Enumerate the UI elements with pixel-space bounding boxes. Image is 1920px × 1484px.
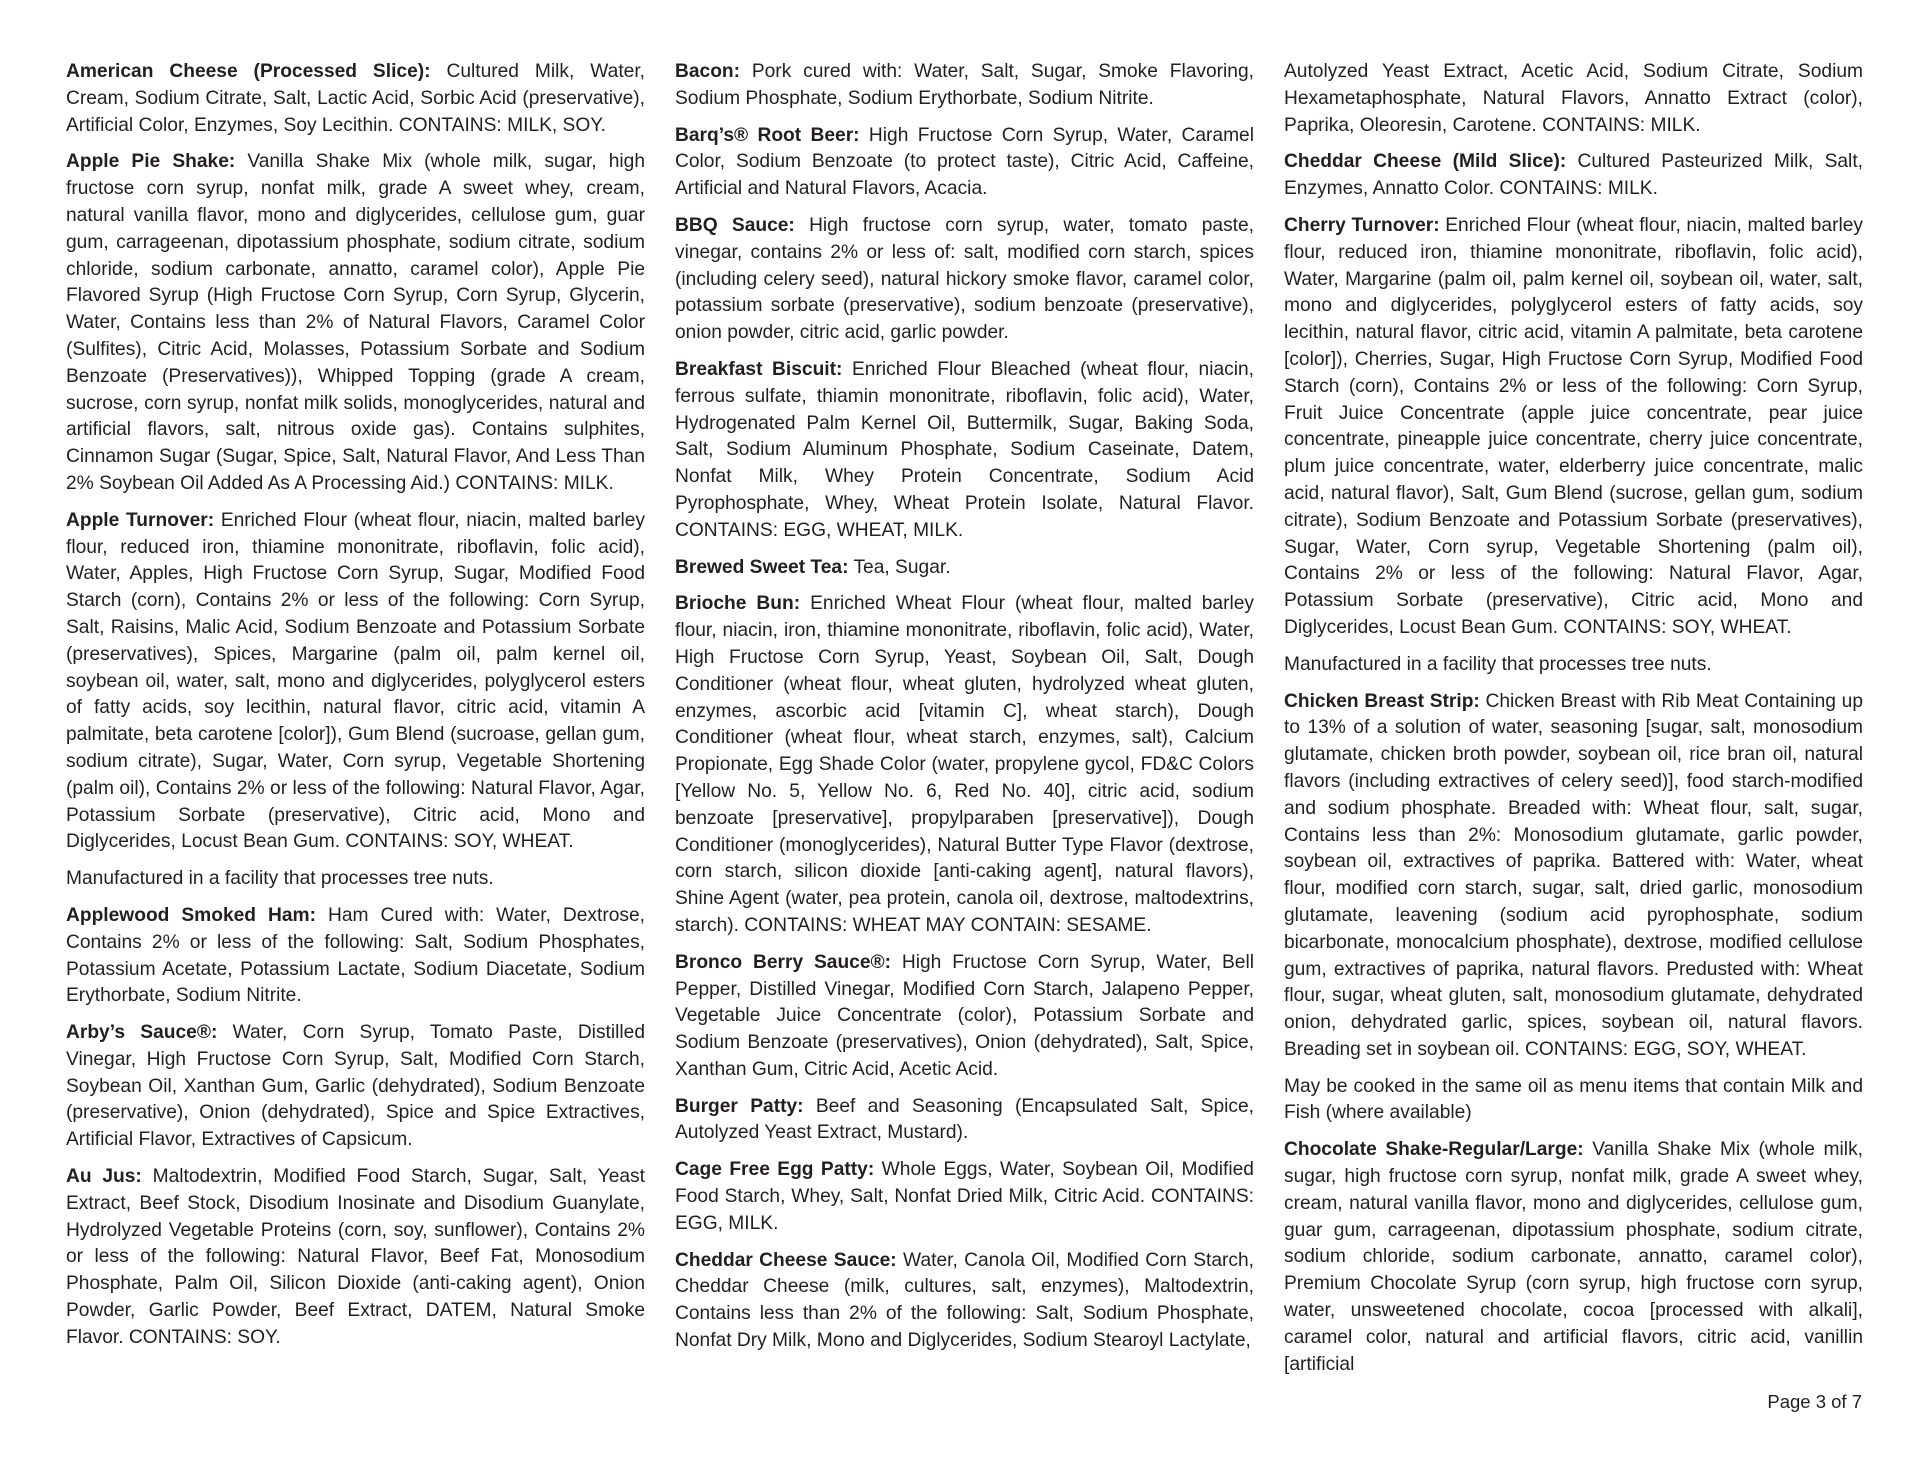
ingredient-text: Cultured Pasteurized Milk, Salt, Enzymes, Annatto Color. CONTAINS: MILK. (1284, 151, 1863, 200)
ingredient-entry (675, 59, 1254, 113)
ingredient-text: Enriched Wheat Flour (wheat flour, malted barley flour, niacin, iron, thiamine mononitrate, riboflavin, folic acid), Water, High Fructose Corn Syrup, Yeast, Soybean Oil, Salt, Dough Conditioner (wheat flour, wheat gluten, hydrolyzed wheat gluten, enzymes, ascorbic acid [vitamin C], wheat starch), Dough Conditioner (wheat flour, wheat starch, enzymes, salt), Calcium Propionate, Egg Shade Color (water, propylene gycol, FD&C Colors [Yellow No. 5, Yellow No. 6, Red No. 40], citric acid, sodium benzoate [preservative], propylparaben [preservative]), Dough Conditioner (monoglycerides), Natural Butter Type Flavor (dextrose, corn starch, silicon dioxide [anti-caking agent], natural flavors), Shine Agent (water, pea protein, canola oil, dextrose, maltodextrins, starch). CONTAINS: WHEAT MAY CONTAIN: SESAME. (675, 593, 1254, 936)
ingredient-name: Bronco Berry Sauce®: (675, 951, 892, 973)
ingredient-entry (675, 1094, 1254, 1148)
ingredient-name: Burger Patty: (675, 1095, 804, 1117)
ingredient-name: BBQ Sauce: (675, 214, 795, 236)
ingredient-name: Cheddar Cheese (Mild Slice): (1284, 151, 1567, 173)
ingredient-entry (675, 950, 1254, 1084)
ingredient-text: Enriched Flour Bleached (wheat flour, niacin, ferrous sulfate, thiamin mononitrate, riboflavin, folic acid), Water, Hydrogenated Palm Kernel Oil, Buttermilk, Sugar, Baking Soda, Salt, Sodium Aluminum Phosphate, Sodium Caseinate, Datem, Nonfat Milk, Whey Protein Concentrate, Sodium Acid Pyrophosphate, Whey, Wheat Protein Isolate, Natural Flavor. CONTAINS: EGG, WHEAT, MILK. (675, 358, 1254, 541)
ingredient-name: Cheddar Cheese Sauce: (675, 1249, 897, 1271)
column-middle (675, 59, 1254, 1389)
ingredient-entry (66, 59, 645, 139)
ingredient-entry (675, 123, 1254, 203)
page-number: Page 3 of 7 (1767, 1391, 1862, 1412)
ingredient-name: American Cheese (Processed Slice): (66, 61, 431, 82)
ingredient-text: Beef and Seasoning (Encapsulated Salt, Spice, Autolyzed Yeast Extract, Mustard). (675, 1095, 1254, 1144)
ingredient-entry (1284, 149, 1863, 203)
ingredient-text: Cultured Milk, Water, Cream, Sodium Citrate, Salt, Lactic Acid, Sorbic Acid (preservative), Artificial Color, Enzymes, Soy Lecithin. CONTAINS: MILK, SOY. (66, 61, 645, 136)
ingredient-name: Applewood Smoked Ham: (66, 904, 316, 926)
ingredient-entry (1284, 689, 1863, 1064)
ingredient-entry (675, 357, 1254, 545)
ingredient-text: Chicken Breast with Rib Meat Containing up to 13% of a solution of water, seasoning [sugar, salt, monosodium glutamate, chicken broth powder, soybean oil, rice bran oil, natural flavors (including extractives of celery seed)], food starch-modified and sodium phosphate. Breaded with: Wheat flour, salt, sugar, Contains less than 2%: Monosodium glutamate, garlic powder, soybean oil, extractives of paprika. Battered with: Water, wheat flour, modified corn starch, sugar, salt, dried garlic, monosodium glutamate, leavening (sodium acid pyrophosphate, sodium bicarbonate, monocalcium phosphate), dextrose, modified cellulose gum, extractives of paprika, natural flavors. Predusted with: Wheat flour, sugar, wheat gluten, salt, monosodium glutamate, dehydrated onion, dehydrated garlic, spices, soybean oil, natural flavors. Breading set in soybean oil. CONTAINS: EGG, SOY, WHEAT. (1284, 690, 1863, 1060)
ingredient-text: Manufactured in a facility that processes tree nuts. (66, 868, 494, 890)
ingredient-text: May be cooked in the same oil as menu items that contain Milk and Fish (where available) (1284, 1075, 1863, 1124)
column-right (1284, 59, 1863, 1389)
facility-note (66, 866, 645, 893)
ingredient-entry (1284, 213, 1863, 642)
ingredient-text: Water, Canola Oil, Modified Corn Starch, Cheddar Cheese (milk, cultures, salt, enzymes), Maltodextrin, Contains less than 2% of the following: Salt, Sodium Phosphate, Nonfat Dry Milk, Mono and Diglycerides, Sodium Stearoyl Lactylate, (675, 1249, 1254, 1352)
facility-note (1284, 652, 1863, 679)
ingredient-entry (675, 1157, 1254, 1237)
ingredient-name: Chicken Breast Strip: (1284, 690, 1480, 712)
ingredient-name: Apple Pie Shake: (66, 151, 236, 173)
ingredient-text: Enriched Flour (wheat flour, niacin, malted barley flour, reduced iron, thiamine mononitrate, riboflavin, folic acid), Water, Margarine (palm oil, palm kernel oil, soybean oil, water, salt, mono and diglycerides, polyglycerol esters of fatty acids, soy lecithin, natural flavor, citric acid, vitamin A palmitate, beta carotene [color]), Cherries, Sugar, High Fructose Corn Syrup, Modified Food Starch (corn), Contains 2% or less of the following: Corn Syrup, Fruit Juice Concentrate (apple juice concentrate, pear juice concentrate, pineapple juice concentrate, cherry juice concentrate, plum juice concentrate, water, elderberry juice concentrate, malic acid, natural flavor), Salt, Gum Blend (sucrose, gellan gum, sodium citrate), Sodium Benzoate and Potassium Sorbate (preservatives), Sugar, Water, Corn syrup, Vegetable Shortening (palm oil), Contains 2% or less of the following: Natural Flavor, Agar, Potassium Sorbate (preservative), Citric acid, Mono and Diglycerides, Locust Bean Gum. CONTAINS: SOY, WHEAT. (1284, 214, 1864, 638)
ingredient-text: High Fructose Corn Syrup, Water, Caramel Color, Sodium Benzoate (to protect taste), Citric Acid, Caffeine, Artificial and Natural Flavors, Acacia. (675, 124, 1254, 200)
ingredient-name: Barq’s® Root Beer: (675, 124, 860, 146)
ingredient-entry (1284, 1137, 1863, 1378)
ingredient-text: Vanilla Shake Mix (whole milk, sugar, high fructose corn syrup, nonfat milk, grade A sweet whey, cream, natural vanilla flavor, mono and diglycerides, cellulose gum, guar gum, carrageenan, dipotassium phosphate, sodium citrate, sodium chloride, sodium carbonate, annatto, caramel color), Premium Chocolate Syrup (corn syrup, high fructose corn syrup, water, unsweetened chocolate, cocoa [processed with alkali], caramel color, natural and artificial flavors, citric acid, vanillin [artificial (1284, 1139, 1863, 1375)
ingredient-name: Chocolate Shake-Regular/Large: (1284, 1139, 1584, 1161)
column-left (66, 59, 645, 1389)
ingredient-text: Vanilla Shake Mix (whole milk, sugar, high fructose corn syrup, nonfat milk, grade A sweet whey, cream, natural vanilla flavor, mono and diglycerides, cellulose gum, guar gum, carrageenan, dipotassium phosphate, sodium citrate, sodium chloride, sodium carbonate, annatto, caramel color), Apple Pie Flavored Syrup (High Fructose Corn Syrup, Corn Syrup, Glycerin, Water, Contains less than 2% of Natural Flavors, Caramel Color (Sulfites), Citric Acid, Molasses, Potassium Sorbate and Sodium Benzoate (Preservatives)), Whipped Topping (grade A cream, sucrose, corn syrup, nonfat milk solids, monoglycerides, natural and artificial flavors, salt, nitrous oxide gas). Contains sulphites, Cinnamon Sugar (Sugar, Spice, Salt, Natural Flavor, And Less Than 2% Soybean Oil Added As A Processing Aid.) CONTAINS: MILK. (66, 151, 645, 494)
ingredient-text: Manufactured in a facility that processes tree nuts. (1284, 653, 1712, 675)
ingredient-text: Ham Cured with: Water, Dextrose, Contains 2% or less of the following: Salt, Sodium Phosphates, Potassium Acetate, Potassium Lactate, Sodium Diacetate, Sodium Erythorbate, Sodium Nitrite. (66, 904, 646, 1007)
ingredient-text: High fructose corn syrup, water, tomato paste, vinegar, contains 2% or less of: salt, modified corn starch, spices (including celery seed), natural hickory smoke flavor, caramel color, potassium sorbate (preservative), sodium benzoate (preservative), onion powder, citric acid, garlic powder. (675, 214, 1254, 344)
ingredient-entry (66, 149, 645, 497)
ingredient-text: Pork cured with: Water, Salt, Sugar, Smoke Flavoring, Sodium Phosphate, Sodium Erythorbate, Sodium Nitrite. (675, 61, 1254, 109)
ingredient-text: Maltodextrin, Modified Food Starch, Sugar, Salt, Yeast Extract, Beef Stock, Disodium Inosinate and Disodium Guanylate, Hydrolyzed Vegetable Proteins (corn, soy, sunflower), Contains 2% or less of the following: Natural Flavor, Beef Fat, Monosodium Phosphate, Palm Oil, Silicon Dioxide (anti-caking agent), Onion Powder, Garlic Powder, Beef Extract, DATEM, Natural Smoke Flavor. CONTAINS: SOY. (66, 1166, 645, 1348)
ingredient-entry (66, 903, 645, 1010)
ingredient-text: Enriched Flour (wheat flour, niacin, malted barley flour, reduced iron, thiamine mononitrate, riboflavin, folic acid), Water, Apples, High Fructose Corn Syrup, Sugar, Modified Food Starch (corn), Contains 2% or less of the following: Corn Syrup, Salt, Raisins, Malic Acid, Sodium Benzoate and Potassium Sorbate (preservatives), Spices, Margarine (palm oil, palm kernel oil, soybean oil, water, salt, mono and diglycerides, polyglycerol esters of fatty acids, soy lecithin, natural flavor, citric acid, vitamin A palmitate, beta carotene [color]), Gum Blend (sucroase, gellan gum, sodium citrate), Sugar, Water, Corn syrup, Vegetable Shortening (palm oil), Contains 2% or less of the following: Natural Flavor, Agar, Potassium Sorbate (preservative), Citric acid, Mono and Diglycerides, Locust Bean Gum. CONTAINS: SOY, WHEAT. (66, 509, 645, 853)
ingredient-name: Arby’s Sauce®: (66, 1022, 218, 1044)
ingredient-text: Whole Eggs, Water, Soybean Oil, Modified Food Starch, Whey, Salt, Nonfat Dried Milk, Citric Acid. CONTAINS: EGG, MILK. (675, 1159, 1254, 1234)
ingredient-entry (66, 1020, 645, 1154)
ingredient-name: Brioche Bun: (675, 593, 801, 615)
ingredient-entry (675, 213, 1254, 347)
ingredient-name: Cherry Turnover: (1284, 214, 1440, 236)
cooking-note (1284, 1074, 1863, 1128)
ingredient-entry (675, 1248, 1254, 1355)
ingredient-name: Au Jus: (66, 1166, 142, 1188)
ingredient-name: Breakfast Biscuit: (675, 358, 843, 380)
ingredient-entry (675, 591, 1254, 939)
ingredient-text: Water, Corn Syrup, Tomato Paste, Distilled Vinegar, High Fructose Corn Syrup, Salt, Modified Corn Starch, Soybean Oil, Xanthan Gum, Garlic (dehydrated), Sodium Benzoate (preservative), Onion (dehydrated), Spice and Spice Extractives, Artificial Flavor, Extractives of Capsicum. (66, 1022, 645, 1151)
ingredient-entry-continued (1284, 59, 1863, 139)
ingredient-name: Bacon: (675, 61, 741, 82)
ingredient-entry (66, 1164, 645, 1352)
ingredient-name: Cage Free Egg Patty: (675, 1159, 875, 1181)
ingredient-entry (675, 555, 1254, 582)
ingredient-text: Autolyzed Yeast Extract, Acetic Acid, Sodium Citrate, Sodium Hexametaphosphate, Natural Flavors, Annatto Extract (color), Paprika, Oleoresin, Carotene. CONTAINS: MILK. (1284, 61, 1863, 136)
ingredient-text: High Fructose Corn Syrup, Water, Bell Pepper, Distilled Vinegar, Modified Corn Starch, Jalapeno Pepper, Vegetable Juice Concentrate (color), Potassium Sorbate and Sodium Benzoate (preservatives), Onion (dehydrated), Salt, Spice, Xanthan Gum, Citric Acid, Acetic Acid. (675, 951, 1254, 1080)
ingredient-text: Tea, Sugar. (848, 556, 951, 578)
ingredient-name: Apple Turnover: (66, 509, 215, 531)
ingredient-name: Brewed Sweet Tea: (675, 556, 849, 578)
ingredient-entry (66, 508, 645, 856)
ingredient-document (66, 59, 1862, 1389)
